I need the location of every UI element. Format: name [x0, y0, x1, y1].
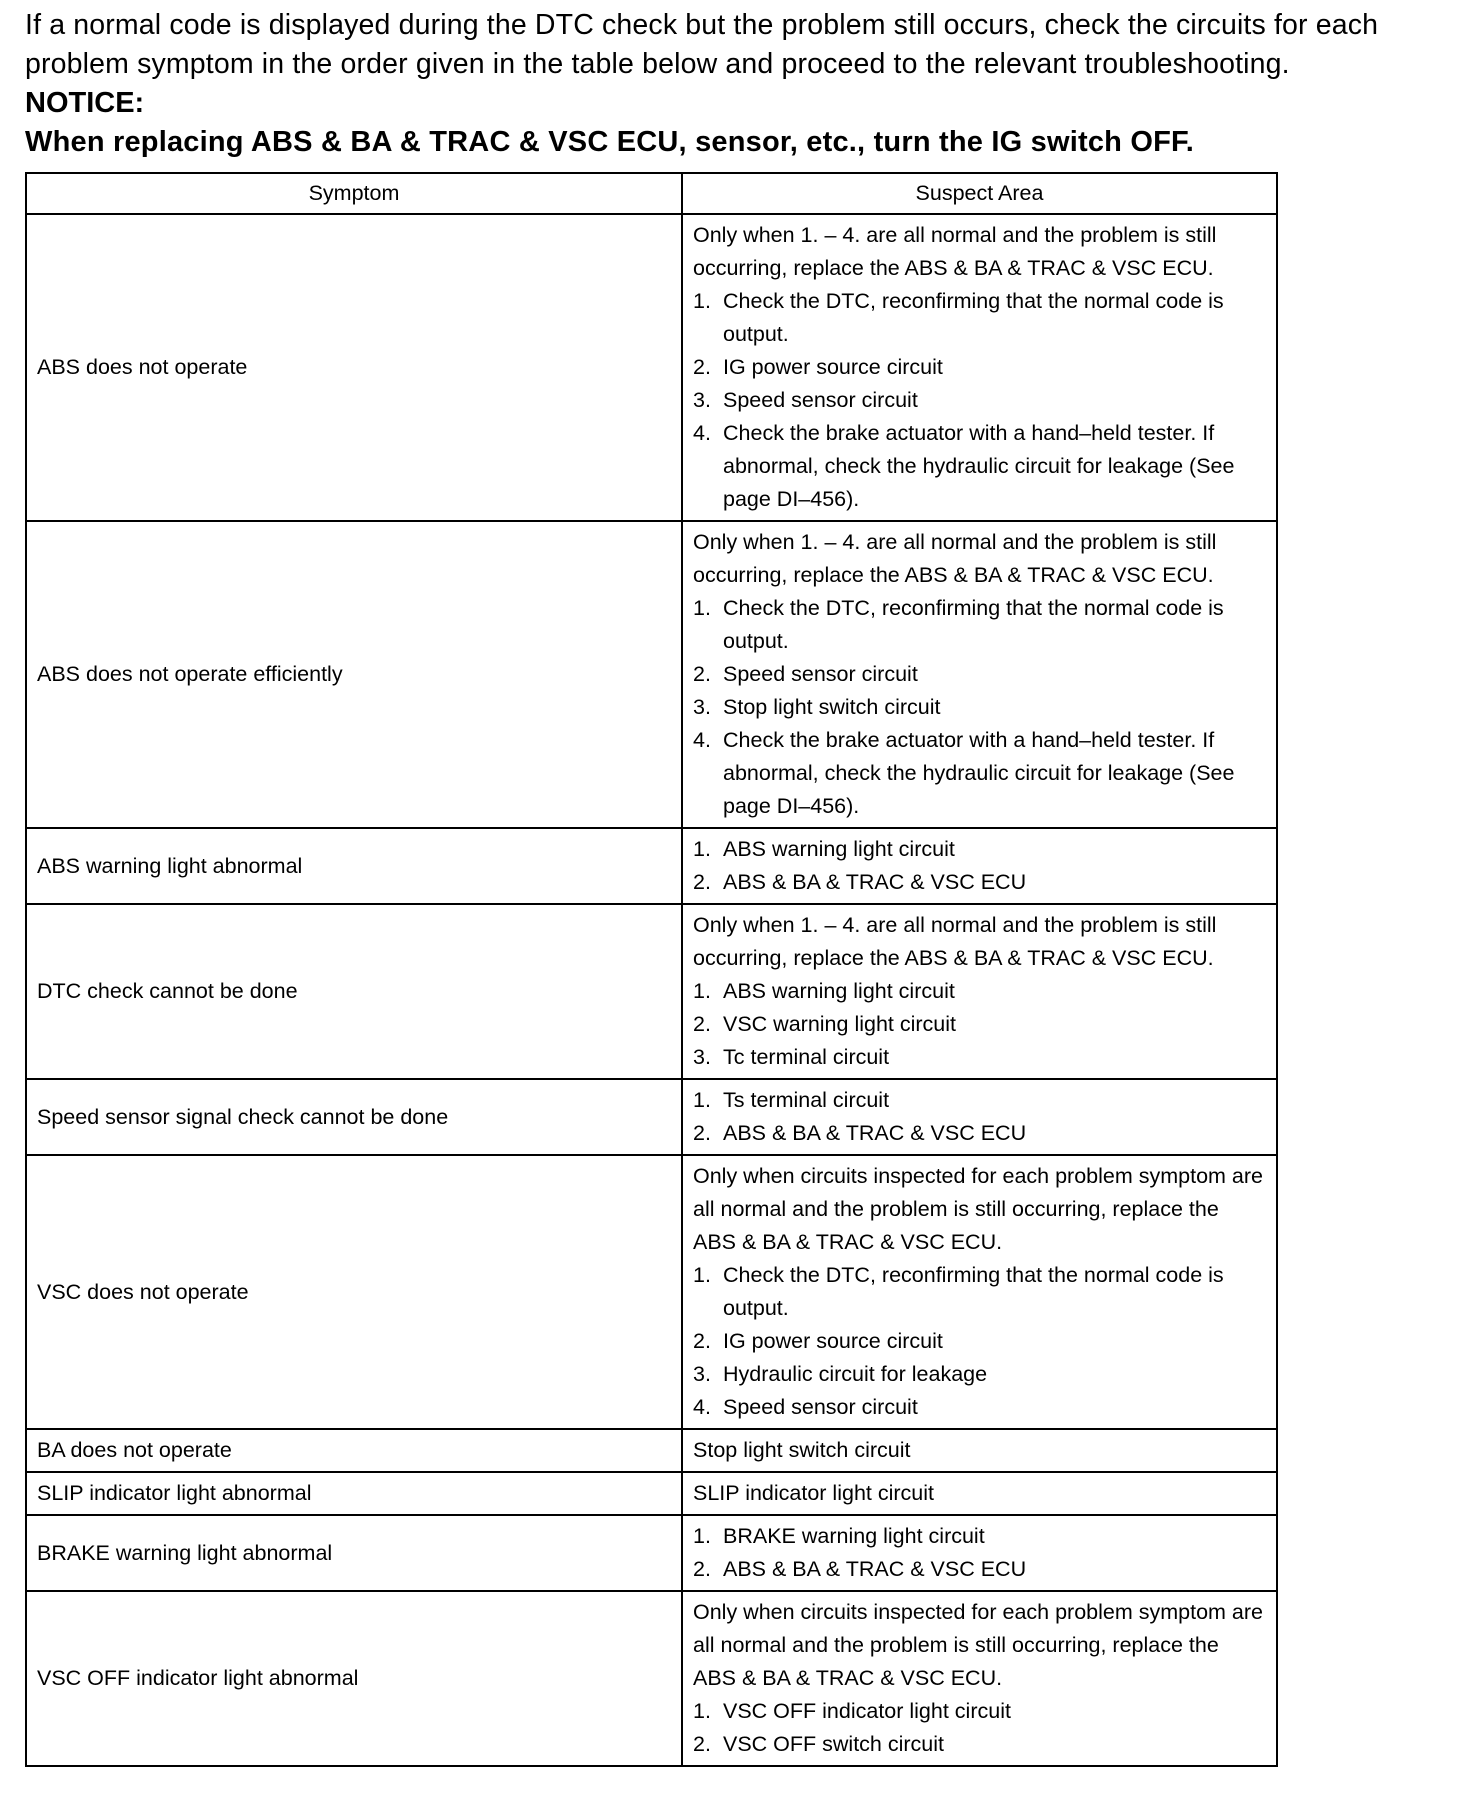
symptom-cell: VSC OFF indicator light abnormal [26, 1591, 682, 1766]
intro-paragraph: If a normal code is displayed during the DTC check but the problem still occurs, check the circuits for each problem symptom in the order given in the table below and proceed to the relevant troubleshooting. [25, 9, 1379, 80]
suspect-area-item [693, 1259, 1266, 1325]
item-text: Stop light switch circuit [723, 695, 941, 719]
document-page [25, 6, 1455, 1756]
suspect-area-list [693, 285, 1266, 516]
suspect-area-item [693, 285, 1266, 351]
item-number: 1. [693, 1699, 711, 1723]
suspect-area-item [693, 1728, 1266, 1761]
symptom-table [25, 172, 1278, 1767]
table-row [26, 904, 1277, 1079]
suspect-area-cell [682, 828, 1277, 904]
item-number: 1. [693, 1263, 711, 1287]
item-text: Check the DTC, reconfirming that the normal code is output. [723, 289, 1224, 346]
table-row [26, 1429, 1277, 1472]
suspect-area-list [693, 833, 1266, 899]
symptom-cell: BA does not operate [26, 1429, 682, 1472]
item-number: 3. [693, 695, 711, 719]
suspect-area-cell [682, 1155, 1277, 1429]
item-text: Check the brake actuator with a hand–held tester. If abnormal, check the hydraulic circuit for leakage (See page DI–456). [723, 421, 1235, 511]
symptom-cell: ABS warning light abnormal [26, 828, 682, 904]
table-row [26, 1591, 1277, 1766]
table-row [26, 1515, 1277, 1591]
item-number: 1. [693, 837, 711, 861]
suspect-area-note: Only when 1. – 4. are all normal and the problem is still occurring, replace the ABS & BA & TRAC & VSC ECU. [693, 223, 1217, 280]
item-number: 2. [693, 1557, 711, 1581]
suspect-area-list [693, 592, 1266, 823]
suspect-area-note: SLIP indicator light circuit [693, 1481, 934, 1505]
table-row [26, 1079, 1277, 1155]
suspect-area-cell [682, 1472, 1277, 1515]
table-row [26, 1472, 1277, 1515]
suspect-area-item [693, 1117, 1266, 1150]
item-text: VSC OFF indicator light circuit [723, 1699, 1011, 1723]
suspect-area-note: Stop light switch circuit [693, 1438, 911, 1462]
suspect-area-item [693, 975, 1266, 1008]
item-number: 2. [693, 1121, 711, 1145]
suspect-area-note: Only when 1. – 4. are all normal and the problem is still occurring, replace the ABS & BA & TRAC & VSC ECU. [693, 913, 1217, 970]
item-number: 2. [693, 870, 711, 894]
symptom-cell: DTC check cannot be done [26, 904, 682, 1079]
item-text: Check the DTC, reconfirming that the normal code is output. [723, 596, 1224, 653]
symptom-cell: ABS does not operate efficiently [26, 521, 682, 828]
table-row [26, 521, 1277, 828]
suspect-area-list [693, 1520, 1266, 1586]
suspect-area-item [693, 1391, 1266, 1424]
suspect-area-item [693, 1084, 1266, 1117]
item-number: 3. [693, 1362, 711, 1386]
item-text: VSC OFF switch circuit [723, 1732, 944, 1756]
notice-text: When replacing ABS & BA & TRAC & VSC ECU, sensor, etc., turn the IG switch OFF. [25, 126, 1194, 158]
header-symptom: Symptom [26, 173, 682, 214]
suspect-area-item [693, 1041, 1266, 1074]
item-text: Speed sensor circuit [723, 388, 918, 412]
item-text: ABS warning light circuit [723, 837, 955, 861]
suspect-area-note: Only when 1. – 4. are all normal and the problem is still occurring, replace the ABS & BA & TRAC & VSC ECU. [693, 530, 1217, 587]
suspect-area-item [693, 724, 1266, 823]
suspect-area-list [693, 1084, 1266, 1150]
suspect-area-cell [682, 214, 1277, 521]
item-number: 1. [693, 289, 711, 313]
item-text: Check the DTC, reconfirming that the normal code is output. [723, 1263, 1224, 1320]
symptom-cell: Speed sensor signal check cannot be done [26, 1079, 682, 1155]
suspect-area-note: Only when circuits inspected for each problem symptom are all normal and the problem is still occurring, replace the ABS & BA & TRAC & VSC ECU. [693, 1600, 1263, 1690]
suspect-area-list [693, 1695, 1266, 1761]
notice-label: NOTICE: [25, 87, 145, 119]
table-body [26, 214, 1277, 1766]
item-number: 2. [693, 1012, 711, 1036]
suspect-area-item [693, 833, 1266, 866]
suspect-area-item [693, 351, 1266, 384]
item-number: 2. [693, 1329, 711, 1353]
item-text: BRAKE warning light circuit [723, 1524, 985, 1548]
item-number: 2. [693, 355, 711, 379]
table-header-row [26, 173, 1277, 214]
item-number: 4. [693, 421, 711, 445]
suspect-area-item [693, 658, 1266, 691]
item-number: 1. [693, 979, 711, 1003]
item-number: 2. [693, 662, 711, 686]
suspect-area-item [693, 866, 1266, 899]
item-text: IG power source circuit [723, 355, 943, 379]
suspect-area-item [693, 384, 1266, 417]
item-text: Ts terminal circuit [723, 1088, 890, 1112]
item-text: ABS & BA & TRAC & VSC ECU [723, 1121, 1027, 1145]
item-text: Speed sensor circuit [723, 1395, 918, 1419]
symptom-cell: VSC does not operate [26, 1155, 682, 1429]
item-number: 4. [693, 728, 711, 752]
suspect-area-cell [682, 521, 1277, 828]
table-row [26, 214, 1277, 521]
suspect-area-item [693, 417, 1266, 516]
item-text: ABS & BA & TRAC & VSC ECU [723, 1557, 1027, 1581]
item-text: VSC warning light circuit [723, 1012, 957, 1036]
item-number: 4. [693, 1395, 711, 1419]
item-number: 1. [693, 1524, 711, 1548]
suspect-area-item [693, 1695, 1266, 1728]
suspect-area-item [693, 592, 1266, 658]
item-text: Hydraulic circuit for leakage [723, 1362, 988, 1386]
suspect-area-list [693, 975, 1266, 1074]
suspect-area-item [693, 691, 1266, 724]
suspect-area-cell [682, 1079, 1277, 1155]
suspect-area-note: Only when circuits inspected for each problem symptom are all normal and the problem is still occurring, replace the ABS & BA & TRAC & VSC ECU. [693, 1164, 1263, 1254]
item-number: 3. [693, 1045, 711, 1069]
item-number: 1. [693, 1088, 711, 1112]
suspect-area-cell [682, 904, 1277, 1079]
item-text: Tc terminal circuit [723, 1045, 890, 1069]
item-text: ABS & BA & TRAC & VSC ECU [723, 870, 1027, 894]
suspect-area-item [693, 1008, 1266, 1041]
suspect-area-item [693, 1553, 1266, 1586]
symptom-cell: SLIP indicator light abnormal [26, 1472, 682, 1515]
table-row [26, 1155, 1277, 1429]
table-row [26, 828, 1277, 904]
item-number: 2. [693, 1732, 711, 1756]
suspect-area-cell [682, 1515, 1277, 1591]
symptom-cell: BRAKE warning light abnormal [26, 1515, 682, 1591]
suspect-area-cell [682, 1591, 1277, 1766]
header-suspect-area: Suspect Area [682, 173, 1277, 214]
item-text: Speed sensor circuit [723, 662, 918, 686]
suspect-area-item [693, 1358, 1266, 1391]
suspect-area-list [693, 1259, 1266, 1424]
suspect-area-item [693, 1325, 1266, 1358]
suspect-area-item [693, 1520, 1266, 1553]
item-text: Check the brake actuator with a hand–held tester. If abnormal, check the hydraulic circuit for leakage (See page DI–456). [723, 728, 1235, 818]
symptom-cell: ABS does not operate [26, 214, 682, 521]
item-text: IG power source circuit [723, 1329, 943, 1353]
item-text: ABS warning light circuit [723, 979, 955, 1003]
item-number: 3. [693, 388, 711, 412]
suspect-area-cell [682, 1429, 1277, 1472]
item-number: 1. [693, 596, 711, 620]
